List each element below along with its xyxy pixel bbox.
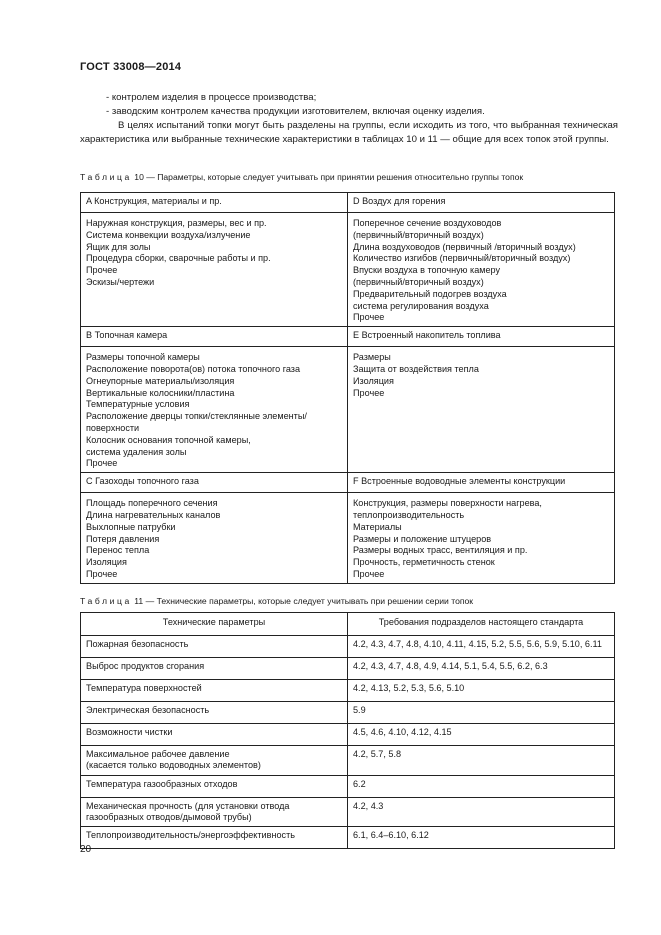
intro-paragraph: В целях испытаний топки могут быть разделены на группы, если исходить из того, что выбранная техническая характеристика или выбранные технические характеристики в таблицах 10 и 11 — общие для всех топок этой группы.: [80, 120, 618, 145]
table11-body: [81, 636, 615, 849]
table10-section-body-row: [81, 347, 615, 473]
table10-item: Изоляция: [353, 375, 394, 386]
table10-item: Прочее: [353, 387, 385, 398]
table11-parameter-cell: Теплопроизводительность/энергоэффективность: [81, 827, 348, 849]
table10-item: Поперечное сечение воздуховодов: [353, 218, 502, 228]
table10-caption-word: Таблица: [80, 172, 132, 182]
table11-parameter-cell: Механическая прочность (для установки отвода газообразных отводов/дымовой трубы): [81, 797, 348, 827]
table10-caption: [80, 172, 523, 183]
table11-row: [81, 636, 615, 658]
table11-requirements-cell: 6.1, 6.4–6.10, 6.12: [348, 827, 615, 849]
table10-item: поверхности: [86, 422, 140, 433]
table10-item: система регулирования воздуха: [353, 300, 489, 311]
table11-row: [81, 724, 615, 746]
table10-item: Выхлопные патрубки: [86, 521, 176, 532]
intro-bullet: - заводским контролем качества продукции изготовителем, включая оценку изделия.: [106, 106, 485, 117]
table11-row: [81, 775, 615, 797]
table11-requirements-cell: 4.2, 5.7, 5.8: [348, 746, 615, 776]
table10-item: Размеры топочной камеры: [86, 352, 200, 363]
table10-item: Перенос тепла: [86, 545, 150, 556]
table10-item: Прочность, герметичность стенок: [353, 557, 495, 568]
table10-item: Площадь поперечного сечения: [86, 498, 218, 509]
table10: [80, 192, 615, 584]
table10-section-items: [348, 493, 615, 584]
table11-row: [81, 702, 615, 724]
table10-item: система удаления золы: [86, 446, 187, 457]
table11-row: [81, 827, 615, 849]
table10-item: Защита от воздействия тепла: [353, 363, 479, 374]
table11-parameter-cell: Выброс продуктов сгорания: [81, 658, 348, 680]
table11-header-requirements: Требования подразделов настоящего стандарта: [348, 613, 615, 636]
table10-body: [81, 193, 615, 584]
table10-item: Изоляция: [86, 557, 127, 568]
table10-item: Прочее: [353, 312, 385, 323]
page-number: 20: [80, 844, 92, 855]
table10-item: Огнеупорные материалы/изоляция: [86, 375, 235, 386]
table10-section-body-row: [81, 213, 615, 327]
table11-row: [81, 658, 615, 680]
table11-requirements-cell: 4.2, 4.3: [348, 797, 615, 827]
table10-item: (первичный/вторичный воздух): [353, 276, 484, 287]
table11-header-row: [81, 613, 615, 636]
table10-section-items: [81, 493, 348, 584]
table10-section-title: E Встроенный накопитель топлива: [348, 327, 615, 347]
document-header: ГОСТ 33008—2014: [80, 61, 182, 73]
table10-item: Потеря давления: [86, 533, 160, 544]
table10-item: Материалы: [353, 521, 402, 532]
table10-item: (первичный/вторичный воздух): [353, 229, 484, 240]
table10-item: Количество изгибов (первичный/вторичный воздух): [353, 253, 571, 264]
table10-item: Длина воздуховодов (первичный /вторичный воздух): [353, 241, 576, 252]
intro-text: [80, 91, 618, 147]
table11-requirements-cell: 4.5, 4.6, 4.10, 4.12, 4.15: [348, 724, 615, 746]
table11: [80, 612, 615, 849]
table11-parameter-cell: Электрическая безопасность: [81, 702, 348, 724]
table11-row: [81, 680, 615, 702]
table11-row: [81, 797, 615, 827]
table10-section-items: [348, 213, 615, 327]
table11-parameter-cell: Температура поверхностей: [81, 680, 348, 702]
table10-item: Вертикальные колосники/пластина: [86, 387, 235, 398]
table11-parameter-cell: Пожарная безопасность: [81, 636, 348, 658]
table11-parameter-cell: Возможности чистки: [81, 724, 348, 746]
table10-item: Система конвекции воздуха/излучение: [86, 229, 251, 240]
table10-item: Размеры: [353, 352, 391, 363]
table10-item: Расположение дверцы топки/стеклянные элементы/: [86, 411, 307, 422]
table11-requirements-cell: 4.2, 4.3, 4.7, 4.8, 4.9, 4.14, 5.1, 5.4, 5.5, 6.2, 6.3: [348, 658, 615, 680]
table10-section-title: A Конструкция, материалы и пр.: [81, 193, 348, 213]
table11-requirements-cell: 4.2, 4.13, 5.2, 5.3, 5.6, 5.10: [348, 680, 615, 702]
table10-item: Расположение поворота(ов) потока топочного газа: [86, 363, 300, 374]
table10-section-body-row: [81, 493, 615, 584]
table10-item: Ящик для золы: [86, 241, 151, 252]
table10-item: Длина нагревательных каналов: [86, 509, 221, 520]
table10-section-items: [81, 347, 348, 473]
table10-section-title: F Встроенные водоводные элементы конструкции: [348, 473, 615, 493]
table11-requirements-cell: 6.2: [348, 775, 615, 797]
table10-section-title: C Газоходы топочного газа: [81, 473, 348, 493]
table10-section-items: [348, 347, 615, 473]
table10-caption-text: 10 — Параметры, которые следует учитывать при принятии решения относительно группы топок: [131, 172, 524, 182]
table10-section-header-row: [81, 327, 615, 347]
table11-caption-word: Таблица: [80, 596, 132, 606]
table10-item: Размеры и положение штуцеров: [353, 533, 492, 544]
table10-item: Колосник основания топочной камеры,: [86, 434, 251, 445]
table10-section-title: D Воздух для горения: [348, 193, 615, 213]
table10-section-title: B Топочная камера: [81, 327, 348, 347]
table11-caption-text: 11 — Технические параметры, которые следует учитывать при решении серии топок: [131, 596, 474, 606]
table11-requirements-cell: 5.9: [348, 702, 615, 724]
table11-requirements-cell: 4.2, 4.3, 4.7, 4.8, 4.10, 4.11, 4.15, 5.2, 5.5, 5.6, 5.9, 5.10, 6.11: [348, 636, 615, 658]
table10-item: Прочее: [86, 568, 118, 579]
table10-item: Эскизы/чертежи: [86, 276, 155, 287]
table10-item: Впуски воздуха в топочную камеру: [353, 265, 501, 276]
table10-item: Прочее: [353, 568, 385, 579]
intro-bullet: - контролем изделия в процессе производства;: [106, 92, 317, 103]
table10-item: Процедура сборки, сварочные работы и пр.: [86, 253, 271, 264]
table10-item: Температурные условия: [86, 399, 190, 410]
table10-item: Конструкция, размеры поверхности нагрева,: [353, 498, 542, 509]
table10-item: Прочее: [86, 265, 118, 276]
table11-parameter-cell: Максимальное рабочее давление (касается только водоводных элементов): [81, 746, 348, 776]
table11-row: [81, 746, 615, 776]
table11-header-parameter: Технические параметры: [81, 613, 348, 636]
table10-section-header-row: [81, 473, 615, 493]
table10-item: Наружная конструкция, размеры, вес и пр.: [86, 218, 267, 228]
table10-item: Предварительный подогрев воздуха: [353, 288, 507, 299]
table10-item: теплопроизводительность: [353, 509, 465, 520]
table10-section-items: [81, 213, 348, 327]
table10-item: Размеры водных трасс, вентиляция и пр.: [353, 545, 528, 556]
table11-parameter-cell: Температура газообразных отходов: [81, 775, 348, 797]
table11-caption: [80, 596, 473, 607]
table10-section-header-row: [81, 193, 615, 213]
table10-item: Прочее: [86, 458, 118, 469]
